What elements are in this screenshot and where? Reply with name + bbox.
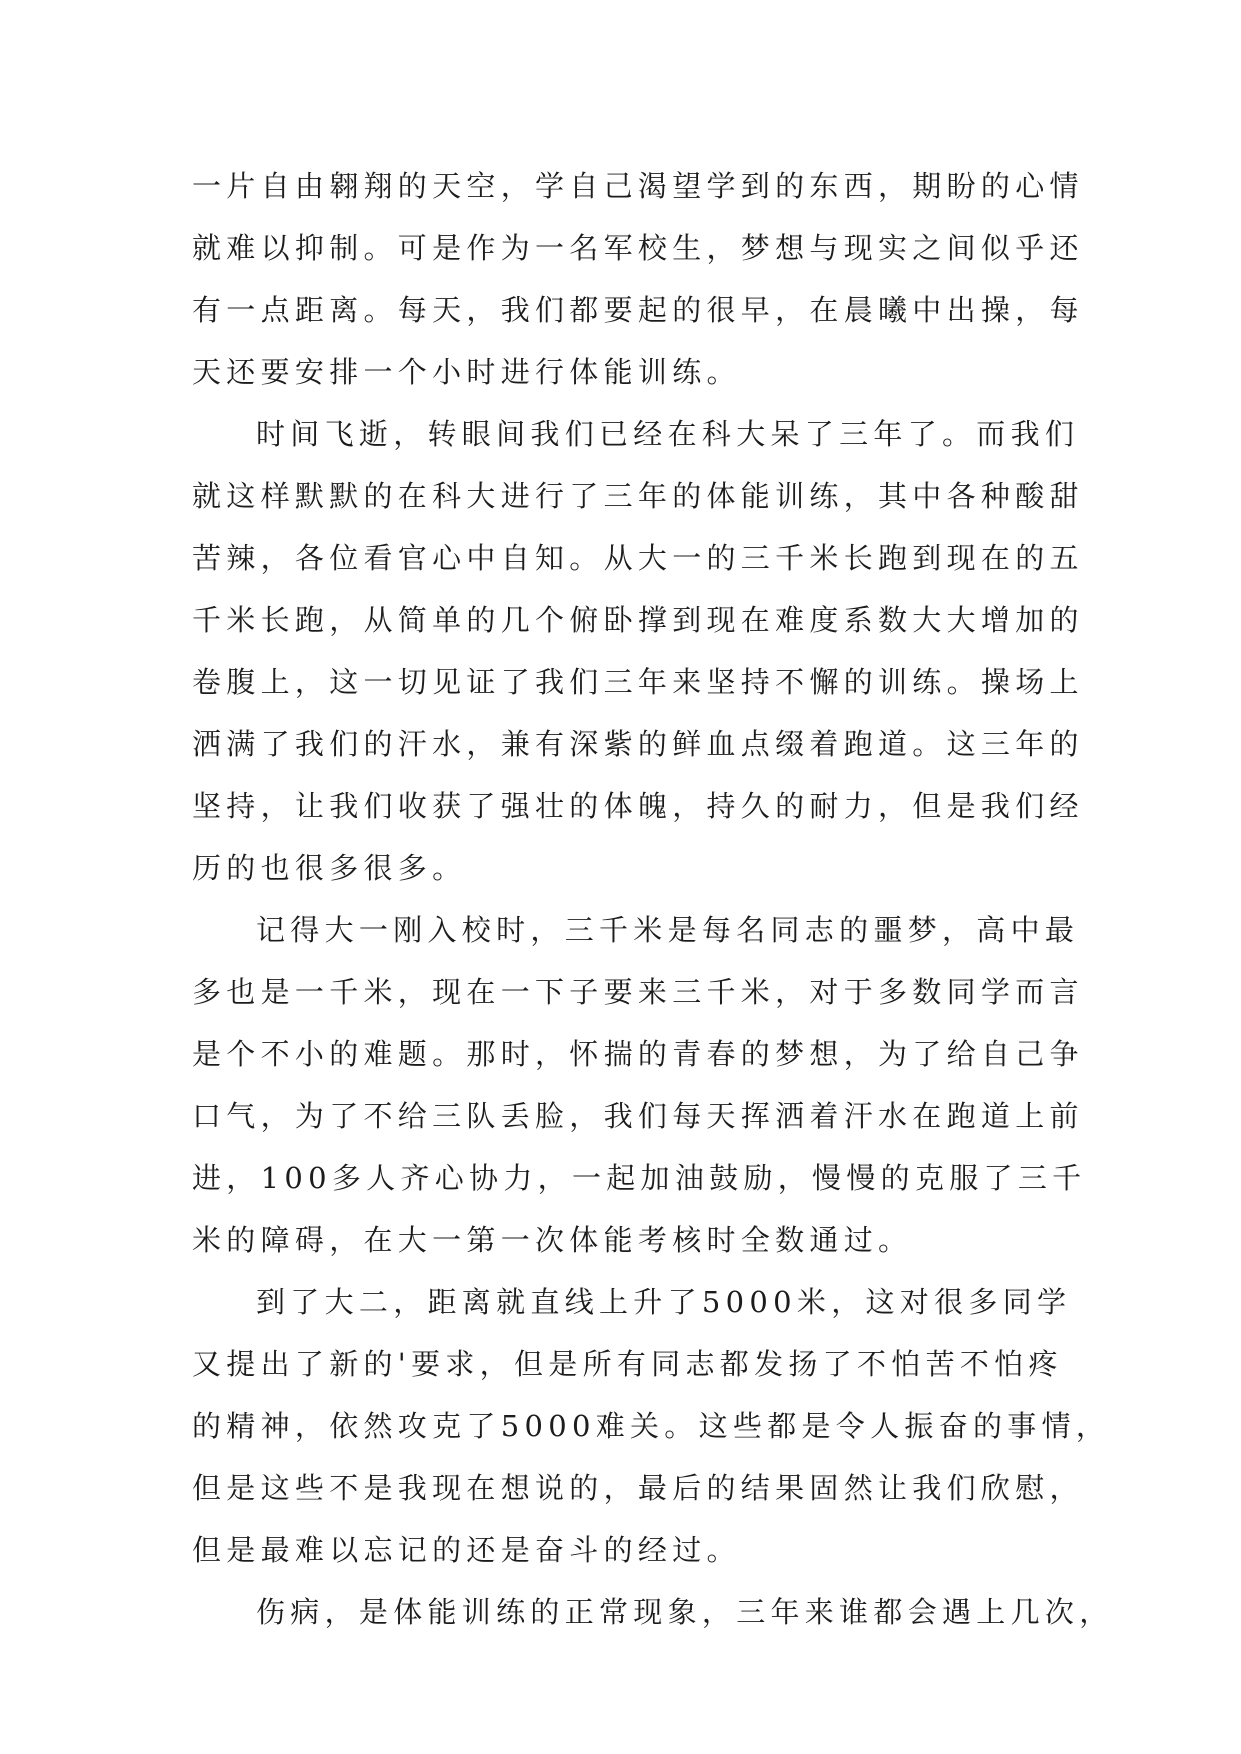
- text-line: 千米长跑，从简单的几个俯卧撑到现在难度系数大大增加的: [192, 603, 1084, 637]
- text-line: 历的也很多很多。: [192, 851, 467, 885]
- text-line: 但是最难以忘记的还是奋斗的经过。: [192, 1533, 741, 1567]
- text-line: 洒满了我们的汗水，兼有深紫的鲜血点缀着跑道。这三年的: [192, 727, 1084, 761]
- text-line: 到了大二，距离就直线上升了5000米，这对很多同学: [256, 1285, 1072, 1319]
- paragraph-4: [192, 1271, 1111, 1581]
- text-line: 就这样默默的在科大进行了三年的体能训练，其中各种酸甜: [192, 479, 1084, 513]
- text-line: 有一点距离。每天，我们都要起的很早，在晨曦中出操，每: [192, 293, 1084, 327]
- text-line: 天还要安排一个小时进行体能训练。: [192, 355, 741, 389]
- text-line: 的精神，依然攻克了5000难关。这些都是令人振奋的事情，: [192, 1409, 1111, 1443]
- text-line: 是个不小的难题。那时，怀揣的青春的梦想，为了给自己争: [192, 1037, 1084, 1071]
- text-line: 记得大一刚入校时，三千米是每名同志的噩梦，高中最: [256, 913, 1080, 947]
- paragraph-5: [192, 1581, 1114, 1643]
- text-line: 米的障碍，在大一第一次体能考核时全数通过。: [192, 1223, 913, 1257]
- paragraph-2: [192, 403, 1084, 899]
- text-line: 进，100多人齐心协力，一起加油鼓励，慢慢的克服了三千: [192, 1161, 1087, 1195]
- text-line: 一片自由翱翔的天空，学自己渴望学到的东西，期盼的心情: [192, 169, 1084, 203]
- text-line: 就难以抑制。可是作为一名军校生，梦想与现实之间似乎还: [192, 231, 1084, 265]
- text-line: 卷腹上，这一切见证了我们三年来坚持不懈的训练。操场上: [192, 665, 1084, 699]
- text-line: 但是这些不是我现在想说的，最后的结果固然让我们欣慰，: [192, 1471, 1084, 1505]
- paragraph-3: [192, 899, 1087, 1271]
- text-line: 多也是一千米，现在一下子要来三千米，对于多数同学而言: [192, 975, 1084, 1009]
- text-line: 又提出了新的'要求，但是所有同志都发扬了不怕苦不怕疼: [192, 1347, 1063, 1381]
- paragraph-1: [192, 155, 1084, 403]
- text-line: 口气，为了不给三队丢脸，我们每天挥洒着汗水在跑道上前: [192, 1099, 1084, 1133]
- text-line: 坚持，让我们收获了强壮的体魄，持久的耐力，但是我们经: [192, 789, 1084, 823]
- document-body: [192, 155, 1114, 1643]
- text-line: 伤病，是体能训练的正常现象，三年来谁都会遇上几次，: [256, 1595, 1114, 1629]
- text-line: 苦辣，各位看官心中自知。从大一的三千米长跑到现在的五: [192, 541, 1084, 575]
- text-line: 时间飞逝，转眼间我们已经在科大呆了三年了。而我们: [256, 417, 1080, 451]
